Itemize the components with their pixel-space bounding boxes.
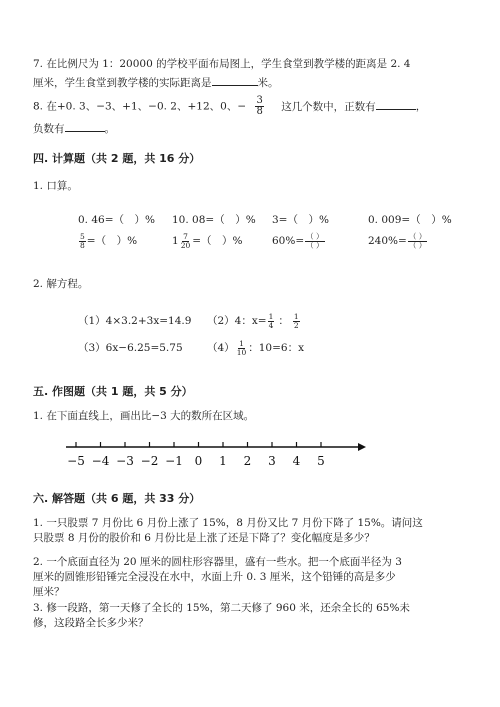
question-4-1-title: 1. 口算。 xyxy=(33,180,78,192)
fraction-five-eighths: $\frac{5}{8}$ xyxy=(80,232,85,250)
question-6-3-line-2: 修，这段路全长多少米？ xyxy=(33,617,149,629)
answer-blank-positive xyxy=(376,100,416,110)
number-line-label: −3 xyxy=(116,454,134,468)
fraction-three-eighths: $\frac{3}{8}$ xyxy=(256,95,263,117)
question-8-line-2 xyxy=(33,122,115,136)
number-line-label: 1 xyxy=(219,454,227,468)
question-8-comma: ， xyxy=(415,100,427,113)
mental-calc-6: 1 $\frac{7}{20}$ =（ ）% xyxy=(172,232,243,250)
question-6-1-line-1: 1. 一只股票 7 月份比 6 月份上涨了 15%，8 月份又比 7 月份下降了 15%。请问这 xyxy=(33,517,423,529)
number-line-label: −1 xyxy=(165,454,183,468)
mental-calc-4: 0. 009=（ ）% xyxy=(368,214,452,226)
question-6-2-line-2: 厘米的圆锥形铅锤完全浸没在水中，水面上升 0. 3 厘米，这个铅锤的高是多少 xyxy=(33,571,396,583)
question-7-line-2 xyxy=(33,76,279,90)
question-6-3-line-1: 3. 修一段路，第一天修了全长的 15%，第二天修了 960 米，还余全长的 65%未 xyxy=(33,602,410,614)
question-4-2-title: 2. 解方程。 xyxy=(33,278,89,290)
question-7-unit: 米。 xyxy=(257,77,279,89)
question-8-period: 。 xyxy=(104,123,115,135)
question-5-1-text: 1. 在下面直线上，画出比−3 大的数所在区域。 xyxy=(33,410,255,422)
mental-calc-3: 3=（ ）% xyxy=(272,214,329,226)
mental-calc-7: 60%= $\frac{( )}{( )}$ xyxy=(272,232,324,250)
number-line-label: 5 xyxy=(317,454,325,468)
mental-calc-5: $\frac{5}{8}$ =（ ）% xyxy=(80,232,138,250)
number-line-label: −2 xyxy=(140,454,159,468)
mental-calc-1: 0. 46=（ ）% xyxy=(78,214,155,226)
question-8-negative-label: 负数有 xyxy=(33,123,65,135)
fraction-one-half: $\frac{1}{2}$ xyxy=(293,312,299,330)
fraction-blank: $\frac{( )}{( )}$ xyxy=(408,232,427,250)
equation-1: （1）4×3.2+3x=14.9 xyxy=(78,315,192,327)
equation-3: （3）6x−6.25=5.75 xyxy=(78,342,183,354)
fraction-one-quarter: $\frac{1}{4}$ xyxy=(268,312,274,330)
number-line-label: 3 xyxy=(268,454,276,468)
question-7-line-1: 7. 在比例尺为 1：20000 的学校平面布局图上，学生食堂到教学楼的距离是 2. 4 xyxy=(33,58,411,70)
number-line-label: 2 xyxy=(243,454,252,468)
question-8-prompt: 这几个数中，正数有 xyxy=(281,100,376,113)
number-line xyxy=(62,438,372,474)
question-7-text: 厘米，学生食堂到教学楼的实际距离是 xyxy=(33,77,212,89)
answer-blank-negative xyxy=(65,122,105,132)
number-line-label: −4 xyxy=(91,454,110,468)
answer-blank xyxy=(212,76,258,86)
number-line-label: −5 xyxy=(67,454,85,468)
number-line-label: 4 xyxy=(292,454,301,468)
number-line-label: 0 xyxy=(194,454,203,468)
equation-2: （2）4：x= $\frac{1}{4}$ ： $\frac{1}{2}$ xyxy=(207,312,299,330)
equation-4: （4） $\frac{1}{10}$ ：10=6：x xyxy=(207,339,304,357)
fraction-blank: $\frac{( )}{( )}$ xyxy=(306,232,324,250)
section-6-title: 六. 解答题（共 6 题，共 33 分） xyxy=(33,492,201,505)
mental-calc-8: 240%= $\frac{( )}{( )}$ xyxy=(368,232,427,250)
section-5-title: 五. 作图题（共 1 题，共 5 分） xyxy=(33,385,193,398)
fraction-seven-twentieths: $\frac{7}{20}$ xyxy=(180,232,191,250)
question-8-line-1 xyxy=(33,96,426,117)
arrow-head-icon xyxy=(358,443,366,451)
question-6-1-line-2: 只股票 8 月份的股价和 6 月份比是上涨了还是下降了？变化幅度是多少？ xyxy=(33,532,375,544)
question-6-2-line-3: 厘米？ xyxy=(33,586,65,598)
fraction-one-tenth: $\frac{1}{10}$ xyxy=(236,339,247,357)
question-6-2-line-1: 2. 一个底面直径为 20 厘米的圆柱形容器里，盛有一些水。把一个底面半径为 3 xyxy=(33,556,402,568)
question-8-numbers: 8. 在+0. 3、−3、+1、−0. 2、+12、0、− xyxy=(33,100,247,113)
mental-calc-2: 10. 08=（ ）% xyxy=(172,214,256,226)
section-4-title: 四. 计算题（共 2 题，共 16 分） xyxy=(33,152,201,165)
